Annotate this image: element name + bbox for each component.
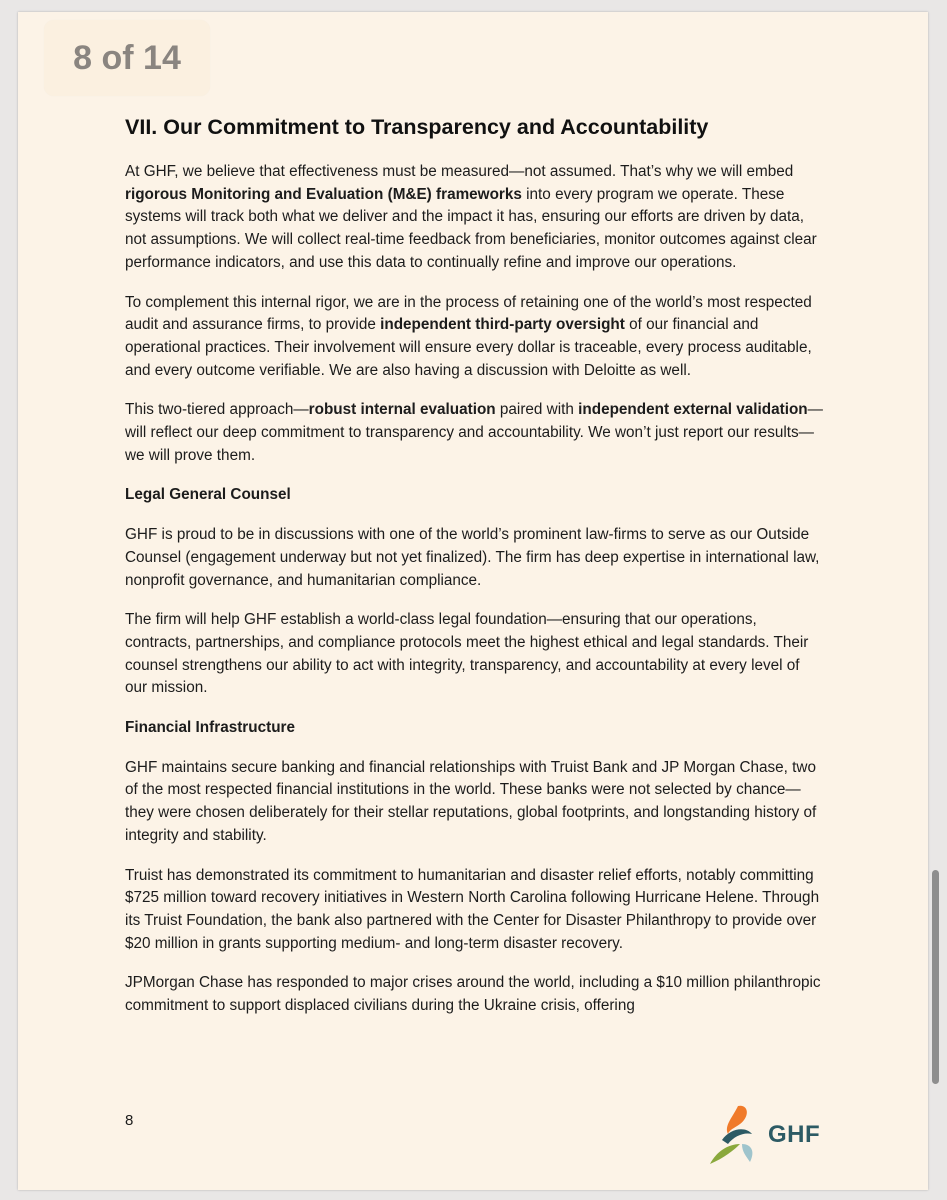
paragraph-audit-oversight: To complement this internal rigor, we are in the process of retaining one of the world’s most respected audit and assurance firms, to provide independent third-party oversight of our financial and operational practices. Their involvement will ensure every dollar is traceable, every process auditable, and every outcome verifiable. We are also having a discussion with Deloitte as well.: [125, 293, 812, 379]
vertical-scrollbar[interactable]: [932, 870, 939, 1084]
page-counter-badge: 8 of 14: [44, 20, 210, 96]
logo-lightblue-petal: [742, 1144, 752, 1162]
logo-green-leaf: [710, 1144, 740, 1164]
paragraph-financial-2: Truist has demonstrated its commitment to humanitarian and disaster relief efforts, notably committing $725 million toward recovery initiatives in Western North Carolina following Hurricane Helene. Through its Truist Foundation, the bank also partnered with the Center for Disaster Philanthropy to provide over $20 million in grants supporting medium- and long-term disaster recovery.: [125, 866, 820, 952]
paragraph-financial-1: GHF maintains secure banking and financial relationships with Truist Bank and JP Morgan Chase, two of the most respected financial institutions in the world. These banks were not selected by chance—they were chosen deliberately for their stellar reputations, global footprints, and longstanding history of integrity and stability.: [125, 758, 817, 844]
logo-teal-swoosh: [722, 1129, 752, 1144]
page-number: 8: [125, 1112, 134, 1129]
page-content: [125, 113, 825, 1035]
financial-heading: Financial Infrastructure: [125, 719, 296, 737]
section-title: VII. Our Commitment to Transparency and Accountability: [125, 115, 709, 139]
paragraph-two-tiered: This two-tiered approach—robust internal evaluation paired with independent external validation—will reflect our deep commitment to transparency and accountability. We won’t just report our results—we will prove them.: [125, 401, 823, 464]
legal-heading: Legal General Counsel: [125, 486, 291, 504]
logo-wordmark: GHF: [768, 1121, 821, 1148]
paragraph-legal-1: GHF is proud to be in discussions with one of the world’s prominent law-firms to serve as our Outside Counsel (engagement underway but not yet finalized). The firm has deep expertise in international law, nonprofit governance, and humanitarian compliance.: [125, 526, 820, 589]
paragraph-me-frameworks: At GHF, we believe that effectiveness must be measured—not assumed. That’s why we will embed rigorous Monitoring and Evaluation (M&E) frameworks into every program we operate. These systems will track both what we deliver and the impact it has, ensuring our efforts are driven by data, not assumptions. We will collect real-time feedback from beneficiaries, monitor outcomes against clear performance indicators, and use this data to continually refine and improve our operations.: [125, 163, 817, 271]
paragraph-financial-3: JPMorgan Chase has responded to major crises around the world, including a $10 million philanthropic commitment to support displaced civilians during the Ukraine crisis, offering: [125, 974, 821, 1015]
paragraph-legal-2: The firm will help GHF establish a world-class legal foundation—ensuring that our operations, contracts, partnerships, and compliance protocols meet the highest ethical and legal standards. Their counsel strengthens our ability to act with integrity, transparency, and accountability at every level of our mission.: [125, 611, 809, 697]
